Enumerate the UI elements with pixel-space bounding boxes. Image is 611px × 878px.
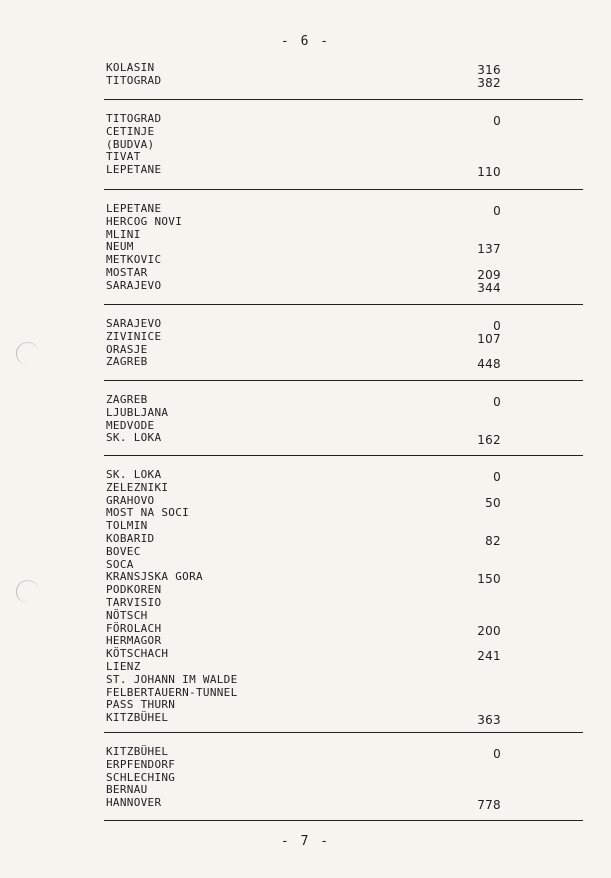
place-name: ZIVINICE xyxy=(106,329,162,343)
distance-km: 82 xyxy=(485,534,501,548)
route-row xyxy=(106,545,501,558)
place-name: KRANSJSKA GORA xyxy=(106,570,203,584)
place-name: ERPFENDORF xyxy=(106,757,176,771)
route-row xyxy=(106,647,501,664)
route-row xyxy=(106,73,501,90)
distance-km: 778 xyxy=(477,798,501,813)
route-row xyxy=(106,202,501,218)
section-divider xyxy=(104,455,583,456)
distance-km: 0 xyxy=(493,204,501,218)
route-row xyxy=(106,783,501,796)
place-name: NEUM xyxy=(106,240,134,254)
place-name: LJUBLJANA xyxy=(106,405,169,419)
place-name: MLINI xyxy=(106,227,141,241)
distance-km: 316 xyxy=(477,63,501,77)
place-name: TOLMIN xyxy=(106,519,148,533)
route-row xyxy=(106,609,501,622)
route-row xyxy=(106,468,501,484)
route-row xyxy=(106,621,501,638)
place-name: LIENZ xyxy=(106,660,141,673)
distance-km: 110 xyxy=(477,165,501,180)
route-row xyxy=(106,583,501,596)
route-row xyxy=(106,406,501,419)
place-name: SARAJEVO xyxy=(106,278,162,292)
route-row xyxy=(106,532,501,548)
punch-hole xyxy=(16,580,39,603)
route-row xyxy=(106,519,501,532)
distance-km: 0 xyxy=(493,747,501,761)
route-row xyxy=(106,393,501,409)
place-name: KOBARID xyxy=(106,532,155,545)
place-name: FELBERTAUERN-TUNNEL xyxy=(106,685,238,699)
route-row xyxy=(106,481,501,494)
place-name: KOLASIN xyxy=(106,61,155,74)
route-row xyxy=(106,673,501,686)
place-name: PASS THURN xyxy=(106,698,176,712)
route-row xyxy=(106,596,501,609)
route-row xyxy=(106,163,501,180)
punch-hole xyxy=(16,342,39,365)
route-row xyxy=(106,634,501,647)
place-name: NÖTSCH xyxy=(106,608,148,622)
place-name: LEPETANE xyxy=(106,202,162,215)
place-name: MEDVODE xyxy=(106,418,155,432)
route-row xyxy=(106,253,501,266)
place-name: ZELEZNIKI xyxy=(106,480,169,494)
distance-km: 0 xyxy=(493,470,501,484)
route-row xyxy=(106,698,501,711)
route-row xyxy=(106,355,501,372)
place-name: TIVAT xyxy=(106,150,141,164)
route-row xyxy=(106,771,501,784)
distance-km: 448 xyxy=(477,357,501,372)
place-name: SOCA xyxy=(106,557,134,571)
route-row xyxy=(106,343,501,356)
place-name: SK. LOKA xyxy=(106,468,162,481)
route-row xyxy=(106,431,501,448)
place-name: ZAGREB xyxy=(106,355,148,369)
place-name: PODKOREN xyxy=(106,583,162,597)
section-divider xyxy=(104,99,583,100)
route-row xyxy=(106,329,501,346)
place-name: KITZBÜHEL xyxy=(106,711,169,725)
page-number-top: - 6 - xyxy=(280,34,331,49)
route-row xyxy=(106,112,501,128)
distance-km: 0 xyxy=(493,395,501,409)
place-name: HERMAGOR xyxy=(106,634,162,648)
route-row xyxy=(106,660,501,673)
place-name: SK. LOKA xyxy=(106,431,162,445)
route-row xyxy=(106,558,501,571)
distance-km: 0 xyxy=(493,114,501,128)
place-name: CETINJE xyxy=(106,124,155,138)
place-name: ST. JOHANN IM WALDE xyxy=(106,672,238,686)
route-row xyxy=(106,493,501,510)
place-name: ZAGREB xyxy=(106,393,148,406)
place-name: MOSTAR xyxy=(106,266,148,279)
route-row xyxy=(106,506,501,519)
page-number-bottom: - 7 - xyxy=(280,834,331,849)
distance-km: 241 xyxy=(477,649,501,664)
place-name: SCHLECHING xyxy=(106,770,176,784)
place-name: TITOGRAD xyxy=(106,73,162,87)
place-name: KITZBÜHEL xyxy=(106,745,169,758)
place-name: TARVISIO xyxy=(106,596,162,609)
place-name: FÖROLACH xyxy=(106,621,162,635)
route-row xyxy=(106,686,501,699)
place-name: ORASJE xyxy=(106,342,148,356)
route-row xyxy=(106,419,501,432)
distance-km: 200 xyxy=(477,623,501,638)
route-row xyxy=(106,278,501,295)
place-name: BERNAU xyxy=(106,783,148,797)
route-row xyxy=(106,228,501,241)
distance-km: 107 xyxy=(477,331,501,346)
route-row xyxy=(106,138,501,151)
route-row xyxy=(106,570,501,587)
place-name: GRAHOVO xyxy=(106,493,155,507)
route-row xyxy=(106,150,501,163)
place-name: BOVEC xyxy=(106,544,141,558)
section-divider xyxy=(104,732,583,733)
route-row xyxy=(106,266,501,282)
section-divider xyxy=(104,189,583,190)
route-row xyxy=(106,240,501,257)
route-row xyxy=(106,215,501,228)
place-name: TITOGRAD xyxy=(106,112,162,125)
route-row xyxy=(106,125,501,138)
section-divider xyxy=(104,820,583,821)
distance-km: 150 xyxy=(477,572,501,587)
route-row xyxy=(106,317,501,333)
route-row xyxy=(106,61,501,77)
place-name: SARAJEVO xyxy=(106,317,162,330)
place-name: (BUDVA) xyxy=(106,137,155,151)
distance-km: 50 xyxy=(485,495,501,510)
distance-km: 382 xyxy=(477,75,501,90)
distance-km: 344 xyxy=(477,280,501,295)
section-divider xyxy=(104,380,583,381)
section-divider xyxy=(104,304,583,305)
place-name: HANNOVER xyxy=(106,796,162,810)
place-name: HERCOG NOVI xyxy=(106,214,183,228)
place-name: METKOVIC xyxy=(106,253,162,267)
distance-km: 162 xyxy=(477,433,501,448)
route-row xyxy=(106,758,501,771)
place-name: LEPETANE xyxy=(106,163,162,177)
place-name: MOST NA SOCI xyxy=(106,506,190,520)
route-row xyxy=(106,711,501,728)
place-name: KÖTSCHACH xyxy=(106,647,169,661)
route-row xyxy=(106,796,501,813)
distance-km: 209 xyxy=(477,268,501,282)
distance-km: 0 xyxy=(493,319,501,333)
distance-km: 363 xyxy=(477,713,501,728)
route-row xyxy=(106,745,501,761)
distance-km: 137 xyxy=(477,242,501,257)
